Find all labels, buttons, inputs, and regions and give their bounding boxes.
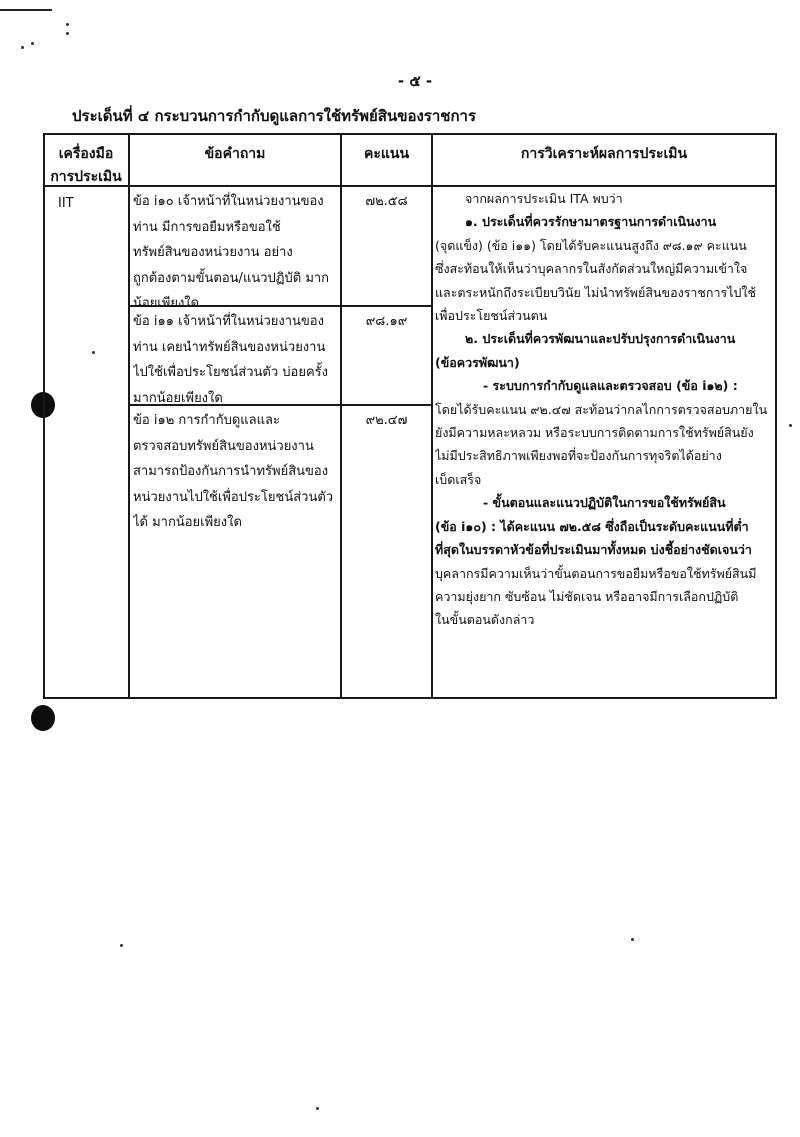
analysis-line: ในขั้นตอนดังกล่าว: [435, 612, 535, 628]
question-line: ท่าน เคยนำทรัพย์สินของหน่วยงาน: [133, 339, 326, 355]
analysis-text: [435, 187, 773, 632]
scan-speck: [31, 42, 34, 45]
question-line: ข้อ i๑๑ เจ้าหน้าที่ในหน่วยงานของ: [133, 314, 324, 329]
assessment-table: [43, 133, 777, 699]
scan-speck: [66, 23, 69, 26]
question-line: มากน้อยเพียงใด: [133, 390, 223, 406]
header-question: ข้อคำถาม: [204, 146, 266, 162]
analysis-point2-title: ๒. ประเด็นที่ควรพัฒนาและปรับปรุงการดำเนินงาน: [465, 331, 736, 347]
question-line: ถูกต้องตามขั้นตอน/แนวปฏิบัติ มาก: [133, 270, 330, 286]
analysis-bullet1-title: - ระบบการกำกับดูแลและตรวจสอบ (ข้อ i๑๒) :: [483, 378, 738, 394]
analysis-line: (ข้อ i๑๐) : ได้คะแนน ๗๒.๕๘ ซึ่งถือเป็นระดับคะแนนที่ต่ำ: [435, 518, 749, 534]
analysis-point2-sub: (ข้อควรพัฒนา): [435, 354, 520, 370]
punch-hole: [31, 705, 55, 731]
scan-edge-mark: [0, 9, 52, 11]
score-question-12: ๙๒.๔๗: [365, 413, 408, 428]
question-line: หน่วยงานไปใช้เพื่อประโยชน์ส่วนตัว: [133, 489, 334, 505]
question-line: ท่าน มีการขอยืมหรือขอใช้: [133, 219, 281, 235]
analysis-line: เพื่อประโยชน์ส่วนตน: [435, 308, 548, 324]
question-line: ทรัพย์สินของหน่วยงาน อย่าง: [133, 245, 293, 260]
analysis-line: เบ็ดเสร็จ: [435, 471, 482, 487]
analysis-line: ที่สุดในบรรดาหัวข้อที่ประเมินมาทั้งหมด บ่งชี้อย่างชัดเจนว่า: [435, 542, 752, 558]
analysis-line: ยังมีความหละหลวม หรือระบบการติดตามการใช้ทรัพย์สินยัง: [435, 425, 754, 441]
header-tool-line1: เครื่องมือ: [58, 146, 114, 162]
analysis-line: ซึ่งสะท้อนให้เห็นว่าบุคลากรในสังกัดส่วนใหญ่มีความเข้าใจ: [435, 261, 748, 277]
analysis-bullet2-title: - ขั้นตอนและแนวปฏิบัติในการขอใช้ทรัพย์สิน: [483, 495, 726, 511]
analysis-intro: จากผลการประเมิน ITA พบว่า: [465, 191, 623, 206]
analysis-line: ความยุ่งยาก ซับซ้อน ไม่ชัดเจน หรืออาจมีการเลือกปฏิบัติ: [435, 588, 739, 604]
scan-speck: [66, 32, 69, 35]
section-heading: ประเด็นที่ ๔ กระบวนการกำกับดูแลการใช้ทรัพย์สินของราชการ: [72, 107, 477, 125]
analysis-line: ไม่มีประสิทธิภาพเพียงพอที่จะป้องกันการทุจริตได้อย่าง: [435, 448, 722, 464]
analysis-point1-title: ๑. ประเด็นที่ควรรักษามาตรฐานการดำเนินงาน: [465, 214, 717, 230]
question-10: [133, 189, 338, 317]
analysis-line: บุคลากรมีความเห็นว่าขั้นตอนการขอยืมหรือขอใช้ทรัพย์สินมี: [435, 565, 757, 581]
question-line: สามารถป้องกันการนำทรัพย์สินของ: [133, 464, 329, 479]
header-tool: [43, 143, 129, 189]
header-score: คะแนน: [363, 146, 410, 162]
question-line: ไปใช้เพื่อประโยชน์ส่วนตัว บ่อยครั้ง: [133, 365, 329, 380]
score-question-11: ๙๘.๑๙: [365, 314, 408, 329]
page-number: - ๕ -: [397, 72, 433, 90]
tool-name: IIT: [58, 196, 74, 211]
analysis-line: (จุดแข็ง) (ข้อ i๑๑) โดยได้รับคะแนนสูงถึง ๙๘.๑๙ คะแนน: [435, 237, 747, 253]
question-11: [133, 309, 338, 411]
header-tool-line2: การประเมิน: [50, 169, 122, 185]
header-analysis: การวิเคราะห์ผลการประเมิน: [520, 146, 688, 162]
analysis-line: และตระหนักถึงระเบียบวินัย ไม่นำทรัพย์สินของราชการไปใช้: [435, 284, 757, 300]
question-line: น้อยเพียงใด: [133, 296, 200, 311]
question-12: [133, 408, 338, 536]
question-line: ข้อ i๑๒ การกำกับดูแลและ: [133, 413, 280, 428]
scan-speck: [21, 46, 24, 49]
scan-speck: [316, 1107, 319, 1110]
analysis-line: โดยได้รับคะแนน ๙๒.๔๗ สะท้อนว่ากลไกการตรวจสอบภายใน: [435, 401, 768, 417]
question-line: ตรวจสอบทรัพย์สินของหน่วยงาน: [133, 438, 314, 454]
scan-speck: [631, 938, 634, 941]
question-line: ข้อ i๑๐ เจ้าหน้าที่ในหน่วยงานของ: [133, 194, 324, 209]
question-line: ได้ มากน้อยเพียงใด: [133, 515, 242, 530]
scan-speck: [120, 944, 123, 947]
scan-speck: [789, 424, 792, 427]
score-question-10: ๗๒.๕๘: [365, 194, 408, 209]
